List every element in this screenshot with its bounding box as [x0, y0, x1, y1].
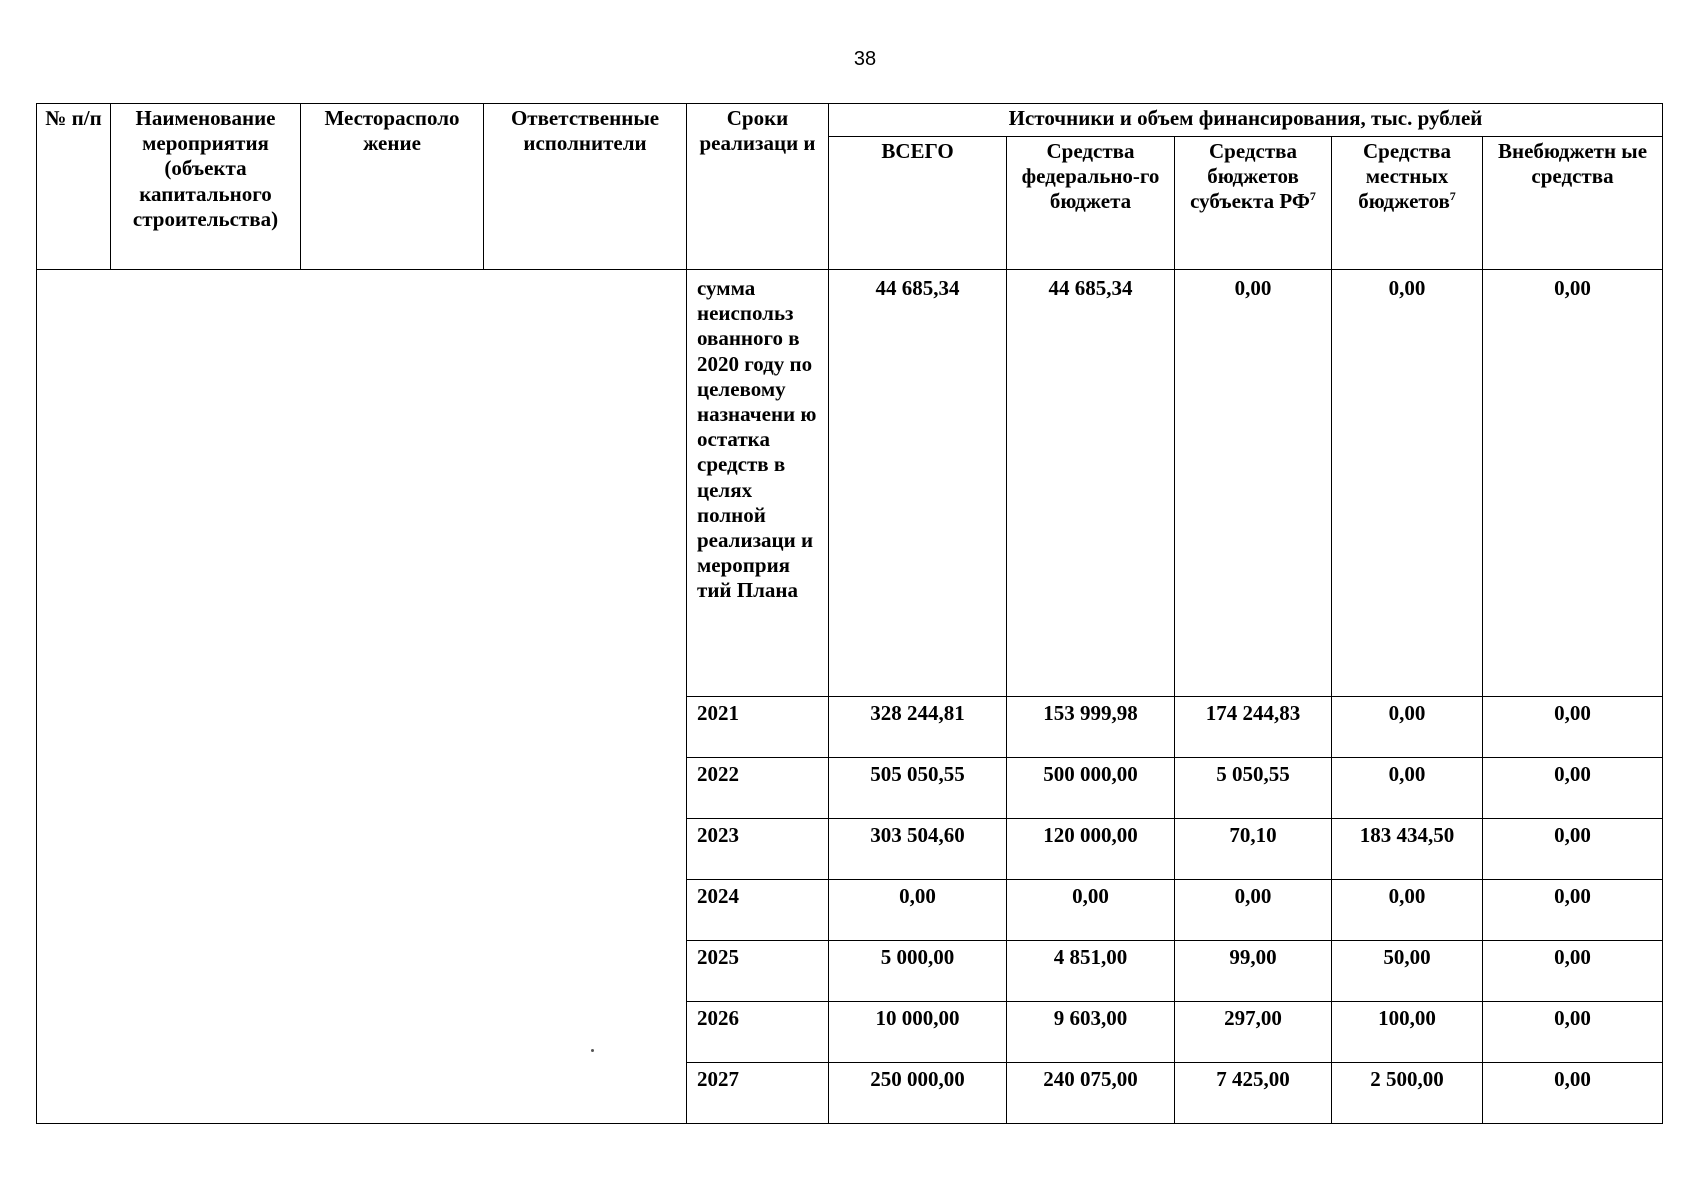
cell-subject: 5 050,55 — [1175, 758, 1332, 819]
cell-term: 2021 — [687, 697, 829, 758]
header-subject-footnote: 7 — [1309, 189, 1316, 204]
cell-federal: 4 851,00 — [1007, 941, 1175, 1002]
cell-extra: 0,00 — [1483, 697, 1663, 758]
cell-local: 0,00 — [1332, 697, 1483, 758]
header-subject — [1175, 137, 1332, 270]
cell-term: 2027 — [687, 1063, 829, 1124]
cell-extra: 0,00 — [1483, 819, 1663, 880]
cell-subject: 7 425,00 — [1175, 1063, 1332, 1124]
cell-federal: 0,00 — [1007, 880, 1175, 941]
cell-subject: 0,00 — [1175, 880, 1332, 941]
cell-local: 100,00 — [1332, 1002, 1483, 1063]
cell-term: 2023 — [687, 819, 829, 880]
cell-extra: 0,00 — [1483, 941, 1663, 1002]
header-location: Месторасполо жение — [301, 104, 484, 270]
cell-subject: 99,00 — [1175, 941, 1332, 1002]
financing-table — [36, 103, 1663, 1124]
cell-term: 2026 — [687, 1002, 829, 1063]
header-total: ВСЕГО — [829, 137, 1007, 270]
cell-total: 328 244,81 — [829, 697, 1007, 758]
cell-total: 0,00 — [829, 880, 1007, 941]
cell-extra: 0,00 — [1483, 880, 1663, 941]
cell-federal: 9 603,00 — [1007, 1002, 1175, 1063]
cell-local: 0,00 — [1332, 758, 1483, 819]
cell-local: 183 434,50 — [1332, 819, 1483, 880]
header-federal: Средства федерально-го бюджета — [1007, 137, 1175, 270]
cell-local: 50,00 — [1332, 941, 1483, 1002]
cell-term: 2024 — [687, 880, 829, 941]
header-subject-label: Средства бюджетов субъекта РФ — [1190, 139, 1310, 214]
cell-federal: 153 999,98 — [1007, 697, 1175, 758]
cell-federal: 120 000,00 — [1007, 819, 1175, 880]
header-name: Наименование мероприятия (объекта капитального строительства) — [111, 104, 301, 270]
cell-subject: 297,00 — [1175, 1002, 1332, 1063]
header-local — [1332, 137, 1483, 270]
header-responsible: Ответственные исполнители — [484, 104, 687, 270]
cell-extra: 0,00 — [1483, 758, 1663, 819]
cell-term: сумма неиспольз ованного в 2020 году по целевому назначени ю остатка средств в целях полной реализаци и мероприя тий Плана — [687, 270, 829, 697]
cell-total: 10 000,00 — [829, 1002, 1007, 1063]
header-terms: Сроки реализаци и — [687, 104, 829, 270]
cell-total: 5 000,00 — [829, 941, 1007, 1002]
cell-extra: 0,00 — [1483, 270, 1663, 697]
header-local-label: Средства местных бюджетов — [1358, 139, 1451, 214]
cell-federal: 44 685,34 — [1007, 270, 1175, 697]
scan-speck — [591, 1049, 594, 1052]
cell-extra: 0,00 — [1483, 1002, 1663, 1063]
cell-federal: 240 075,00 — [1007, 1063, 1175, 1124]
header-extra: Внебюджетн ые средства — [1483, 137, 1663, 270]
cell-total: 250 000,00 — [829, 1063, 1007, 1124]
table-row — [37, 270, 1663, 697]
cell-total: 505 050,55 — [829, 758, 1007, 819]
header-funding-group: Источники и объем финансирования, тыс. рублей — [829, 104, 1663, 137]
cell-term: 2025 — [687, 941, 829, 1002]
cell-extra: 0,00 — [1483, 1063, 1663, 1124]
cell-total: 303 504,60 — [829, 819, 1007, 880]
cell-total: 44 685,34 — [829, 270, 1007, 697]
cell-federal: 500 000,00 — [1007, 758, 1175, 819]
header-num: № п/п — [37, 104, 111, 270]
cell-term: 2022 — [687, 758, 829, 819]
cell-local: 2 500,00 — [1332, 1063, 1483, 1124]
cell-subject: 70,10 — [1175, 819, 1332, 880]
cell-subject: 174 244,83 — [1175, 697, 1332, 758]
cell-local: 0,00 — [1332, 270, 1483, 697]
header-local-footnote: 7 — [1449, 189, 1456, 204]
page-number: 38 — [853, 48, 877, 70]
cell-local: 0,00 — [1332, 880, 1483, 941]
cell-subject: 0,00 — [1175, 270, 1332, 697]
merged-blank-cell — [37, 270, 687, 1124]
